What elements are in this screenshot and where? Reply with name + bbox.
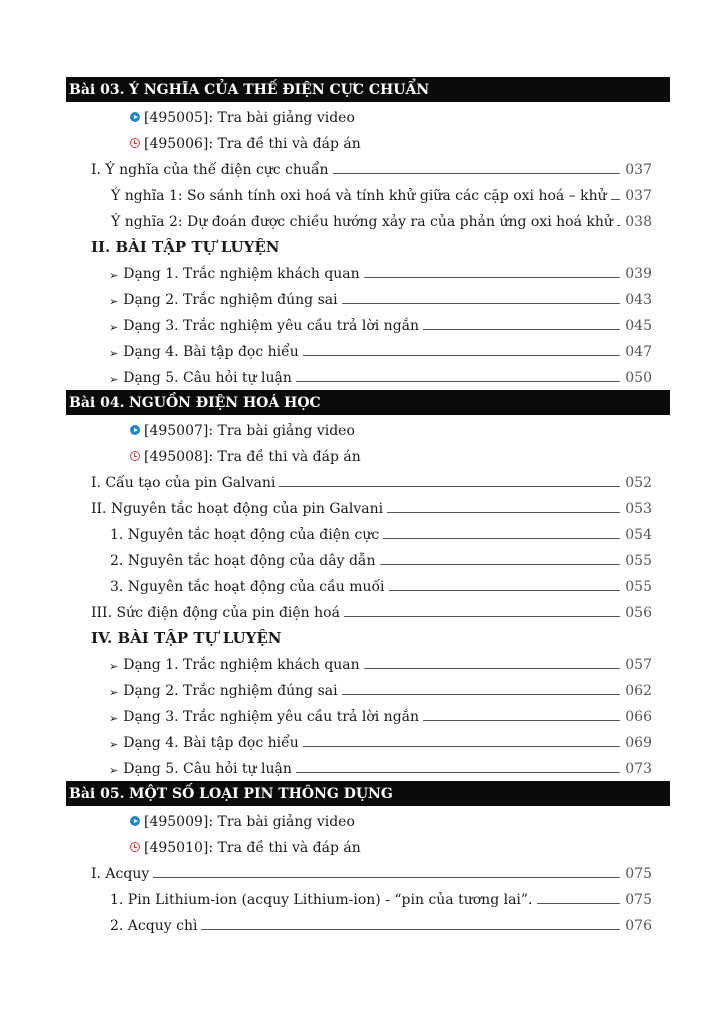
dot-leader [342,693,620,695]
dot-leader [296,380,620,382]
toc-entry-text: I. Acquy [91,866,150,882]
toc-entry[interactable] [109,260,652,282]
toc-entry[interactable] [91,599,652,621]
page-number: 055 [625,579,652,595]
dot-leader [423,328,620,330]
lesson-title: NGUỒN ĐIỆN HOÁ HỌC [129,394,321,411]
dot-leader [344,615,620,617]
video-link[interactable] [130,417,355,439]
video-link[interactable] [130,104,355,126]
page-number: 054 [625,527,652,543]
dot-leader [387,511,620,513]
arrow-bullet-icon: ➢ [109,738,119,751]
dot-leader [333,172,620,174]
toc-entry-text: Dạng 2. Trắc nghiệm đúng sai [123,292,338,308]
video-link[interactable] [130,808,355,830]
page-number: 057 [625,657,652,673]
toc-entry-text: I. Cấu tạo của pin Galvani [91,475,276,491]
clock-icon [130,451,140,461]
arrow-bullet-icon: ➢ [109,373,119,386]
arrow-bullet-icon: ➢ [109,295,119,308]
page-number: 037 [625,162,652,178]
dot-leader [617,224,620,226]
toc-entry-text: Dạng 1. Trắc nghiệm khách quan [123,657,360,673]
page-number: 037 [625,188,652,204]
dot-leader [380,563,620,565]
toc-entry-text: II. Nguyên tắc hoạt động của pin Galvani [91,501,384,517]
toc-entry-text: Dạng 5. Câu hỏi tự luận [123,370,292,386]
clock-icon [130,842,140,852]
toc-entry[interactable] [110,886,652,908]
toc-entry-text: Dạng 5. Câu hỏi tự luận [123,761,292,777]
dot-leader [423,719,620,721]
toc-entry[interactable] [110,573,652,595]
arrow-bullet-icon: ➢ [109,660,119,673]
lesson-number: Bài 04. [69,394,125,411]
toc-entry[interactable] [109,677,652,699]
lesson-header [66,781,670,806]
page-number: 053 [625,501,652,517]
toc-entry[interactable] [111,208,652,230]
toc-entry[interactable] [109,651,652,673]
page-number: 073 [625,761,652,777]
page-number: 056 [625,605,652,621]
page-number: 076 [625,918,652,934]
clock-icon [130,138,140,148]
play-icon [130,816,140,826]
exam-link-text[interactable]: [495010]: Tra đề thi và đáp án [144,840,361,856]
toc-entry-text: Dạng 3. Trắc nghiệm yêu cầu trả lời ngắn [123,318,420,334]
toc-entry[interactable] [111,182,652,204]
page-number: 045 [625,318,652,334]
video-link-text[interactable]: [495005]: Tra bài giảng video [144,110,355,126]
lesson-header [66,77,670,102]
page-number: 050 [625,370,652,386]
toc-entry[interactable] [109,729,652,751]
page-number: 047 [625,344,652,360]
toc-entry-text: Dạng 2. Trắc nghiệm đúng sai [123,683,338,699]
page-number: 055 [625,553,652,569]
arrow-bullet-icon: ➢ [109,269,119,282]
page-number: 075 [625,866,652,882]
toc-entry[interactable] [109,755,652,777]
toc-entry-text: 2. Acquy chì [110,918,198,934]
exam-link-text[interactable]: [495008]: Tra đề thi và đáp án [144,449,361,465]
exam-link[interactable] [130,443,361,465]
dot-leader [611,198,620,200]
toc-entry[interactable] [91,156,652,178]
page-number: 043 [625,292,652,308]
toc-entry[interactable] [109,338,652,360]
toc-entry-text: 1. Nguyên tắc hoạt động của điện cực [110,527,380,543]
section-heading: II. BÀI TẬP TỰ LUYỆN [91,238,280,256]
video-link-text[interactable]: [495007]: Tra bài giảng video [144,423,355,439]
page-number: 052 [625,475,652,491]
exam-link[interactable] [130,834,361,856]
page-number: 038 [625,214,652,230]
toc-entry[interactable] [91,469,652,491]
page-number: 062 [625,683,652,699]
section-heading: IV. BÀI TẬP TỰ LUYỆN [91,629,282,647]
video-link-text[interactable]: [495009]: Tra bài giảng video [144,814,355,830]
page-number: 039 [625,266,652,282]
page-number: 066 [625,709,652,725]
lesson-header [66,390,670,415]
dot-leader [279,485,620,487]
toc-entry-text: I. Ý nghĩa của thế điện cực chuẩn [91,162,329,178]
dot-leader [296,771,620,773]
toc-entry-text: 3. Nguyên tắc hoạt động của cầu muối [110,579,385,595]
arrow-bullet-icon: ➢ [109,764,119,777]
lesson-number: Bài 05. [69,785,125,802]
page-number: 075 [625,892,652,908]
dot-leader [364,276,620,278]
lesson-number: Bài 03. [69,81,125,98]
page-number: 069 [625,735,652,751]
exam-link-text[interactable]: [495006]: Tra đề thi và đáp án [144,136,361,152]
toc-entry[interactable] [109,312,652,334]
dot-leader [201,928,620,930]
toc-entry[interactable] [110,521,652,543]
toc-entry-text: Dạng 1. Trắc nghiệm khách quan [123,266,360,282]
dot-leader [389,589,620,591]
toc-entry-text: Ý nghĩa 2: Dự đoán được chiều hướng xảy ra của phản ứng oxi hoá khử [111,214,613,230]
dot-leader [303,745,620,747]
toc-entry-text: Dạng 4. Bài tập đọc hiểu [123,735,299,751]
lesson-title: Ý NGHĨA CỦA THẾ ĐIỆN CỰC CHUẨN [129,81,430,98]
dot-leader [383,537,620,539]
toc-entry-text: III. Sức điện động của pin điện hoá [91,605,340,621]
arrow-bullet-icon: ➢ [109,712,119,725]
toc-entry[interactable] [109,703,652,725]
toc-entry[interactable] [91,860,652,882]
arrow-bullet-icon: ➢ [109,686,119,699]
play-icon [130,112,140,122]
toc-entry[interactable] [91,495,652,517]
toc-entry-text: Dạng 3. Trắc nghiệm yêu cầu trả lời ngắn [123,709,420,725]
arrow-bullet-icon: ➢ [109,321,119,334]
toc-entry[interactable] [109,364,652,386]
dot-leader [342,302,620,304]
dot-leader [364,667,620,669]
dot-leader [303,354,620,356]
dot-leader [153,876,620,878]
play-icon [130,425,140,435]
toc-entry-text: Ý nghĩa 1: So sánh tính oxi hoá và tính khử giữa các cặp oxi hoá – khử [111,188,607,204]
toc-entry-text: 2. Nguyên tắc hoạt động của dây dẫn [110,553,376,569]
exam-link[interactable] [130,130,361,152]
toc-entry[interactable] [110,912,652,934]
arrow-bullet-icon: ➢ [109,347,119,360]
toc-entry[interactable] [110,547,652,569]
toc-entry[interactable] [109,286,652,308]
lesson-title: MỘT SỐ LOẠI PIN THÔNG DỤNG [129,785,393,802]
toc-entry-text: Dạng 4. Bài tập đọc hiểu [123,344,299,360]
toc-entry-text: 1. Pin Lithium-ion (acquy Lithium-ion) - “pin của tương lai”. [110,892,533,908]
dot-leader [537,902,620,904]
